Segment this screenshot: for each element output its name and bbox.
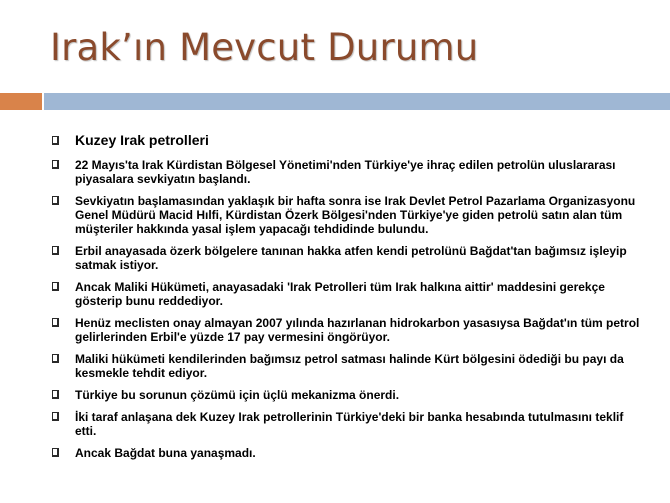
square-bullet-icon [52, 196, 59, 205]
bullet-text: Ancak Maliki Hükümeti, anayasadaki 'Irak Petrolleri tüm Irak halkına aittir' maddesini gerekçe gösterip bunu reddediyor. [75, 280, 605, 308]
bullet-item [50, 446, 640, 460]
bullet-text: Maliki hükümeti kendilerinden bağımsız petrol satması halinde Kürt bölgesini ödediği bu payı da kesmekle tehdit ediyor. [75, 352, 624, 380]
bullet-item [50, 316, 640, 344]
bullet-item [50, 352, 640, 380]
bullet-text: Erbil anayasada özerk bölgelere tanınan hakka atfen kendi petrolünü Bağdat'tan bağımsız işleyip satmak istiyor. [75, 244, 627, 272]
square-bullet-icon [52, 354, 59, 363]
square-bullet-icon [52, 246, 59, 255]
bullet-item [50, 280, 640, 308]
square-bullet-icon [52, 282, 59, 291]
bullet-text: Kuzey Irak petrolleri [75, 132, 209, 148]
accent-bar-orange [0, 93, 42, 110]
square-bullet-icon [52, 160, 59, 169]
bullet-text: Sevkiyatın başlamasından yaklaşık bir hafta sonra ise Irak Devlet Petrol Pazarlama Organizasyonu Genel Müdürü Macid Hılfi, Kürdistan Özerk Bölgesi'nden Türkiye'ye giden petrolü satın alan tüm müşteriler hakkında yasal işlem yapacağı tehdidinde bulundu. [75, 194, 636, 236]
square-bullet-icon [52, 318, 59, 327]
bullet-text: Henüz meclisten onay almayan 2007 yılında hazırlanan hidrokarbon yasasıysa Bağdat'ın tüm petrol gelirlerinden Erbil'e yüzde 17 pay vermesini öngörüyor. [75, 316, 640, 344]
square-bullet-icon [52, 448, 59, 457]
square-bullet-icon [52, 390, 59, 399]
square-bullet-icon [52, 136, 59, 145]
square-bullet-icon [52, 412, 59, 421]
bullet-item [50, 194, 640, 236]
bullet-text: Türkiye bu sorunun çözümü için üçlü mekanizma önerdi. [75, 388, 400, 402]
bullet-text: İki taraf anlaşana dek Kuzey Irak petrollerinin Türkiye'deki bir banka hesabında tutulmasını teklif etti. [75, 410, 624, 438]
bullet-item [50, 244, 640, 272]
bullet-item [50, 388, 640, 402]
bullet-item [50, 410, 640, 438]
bullet-text: 22 Mayıs'ta Irak Kürdistan Bölgesel Yönetimi'nden Türkiye'ye ihraç edilen petrolün uluslararası piyasalara sevkiyatın başlandı. [75, 158, 616, 186]
bullet-item [50, 158, 640, 186]
slide-title: Irak’ın Mevcut Durumu [50, 26, 479, 69]
bullet-item [50, 132, 640, 149]
accent-bar-blue [44, 93, 670, 110]
bullet-text: Ancak Bağdat buna yanaşmadı. [75, 446, 256, 460]
bullet-list [50, 132, 640, 468]
